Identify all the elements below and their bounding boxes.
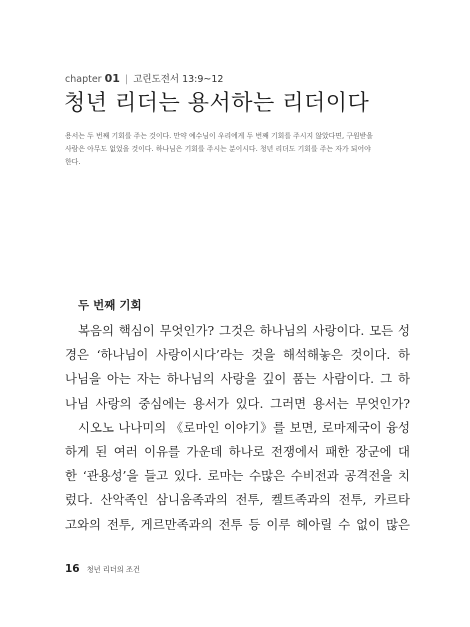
intro-line: 한다. [65,158,81,166]
body-line: 고와의 전투, 게르만족과의 전투 등 이루 헤아릴 수 없이 많은 [65,516,410,532]
body-line: 시오노 나나미의 《로마인 이야기》를 보면, 로마제국이 융성 [78,419,410,435]
body-line: 복음의 핵심이 무엇인가? 그것은 하나님의 사랑이다. 모든 성 [78,323,410,338]
running-book-title: 청년 리더의 조건 [86,565,140,574]
chapter-label [65,73,223,86]
body-text [65,319,410,537]
scripture-reference: 고린도전서 13:9~12 [133,74,224,85]
page-number: 16 [65,563,80,575]
body-line: 경은 ‘하나님이 사랑이시다’라는 것을 해석해놓은 것이다. 하 [65,347,410,363]
intro-line: 사람은 아무도 없었을 것이다. 하나님은 기회를 주시는 분이시다. 청년 리더도 기회를 주는 자가 되어야 [65,145,371,153]
chapter-prefix: chapter [65,74,102,85]
chapter-title: 청년 리더는 용서하는 리더이다 [64,91,370,116]
intro-line: 용서는 두 번째 기회를 주는 것이다. 만약 예수님이 우리에게 두 번째 기회를 주시지 않았다면, 구원받을 [65,132,373,140]
page-footer [65,560,140,577]
chapter-separator: | [124,74,129,85]
chapter-intro [65,130,410,169]
body-line: 나님을 아는 자는 하나님의 사랑을 깊이 품는 사람이다. 그 하 [65,371,410,387]
body-line: 하게 된 여러 이유를 가운데 하나로 전쟁에서 패한 장군에 대 [65,444,410,460]
body-line: 렀다. 산악족인 삼니움족과의 전투, 켈트족과의 전투, 카르타 [65,492,410,508]
body-line: 나님 사랑의 중심에는 용서가 있다. 그러면 용서는 무엇인가? [65,395,410,411]
section-heading: 두 번째 기회 [78,298,142,312]
chapter-number: 01 [104,72,120,85]
body-line: 한 ‘관용성’을 들고 있다. 로마는 수많은 수비전과 공격전을 치 [65,468,410,484]
